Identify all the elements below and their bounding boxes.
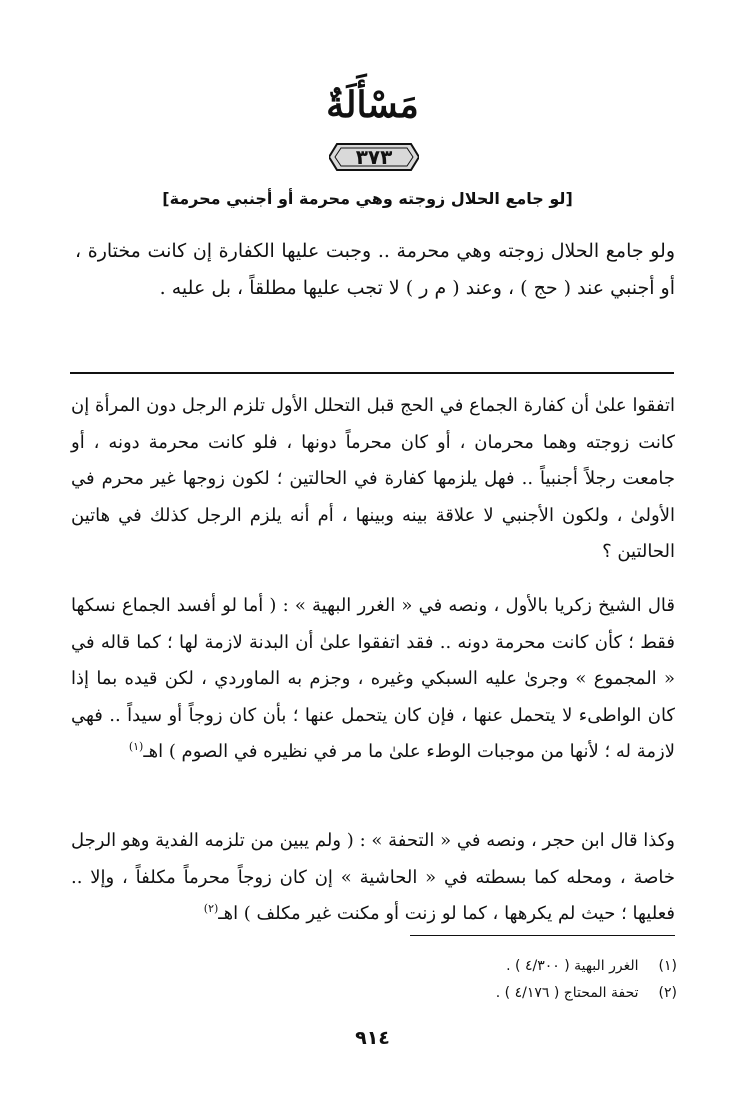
footnote-2-number: (٢): [658, 985, 677, 1001]
footnote-2: [77, 982, 677, 1004]
footnote-ref-2: (٢): [203, 902, 219, 915]
commentary-paragraph-2-text: قال الشيخ زكريا بالأول ، ونصه في « الغرر البهية » : ( أما لو أفسد الجماع نسكها فقط ؛ كأن كانت محرمة دونه .. فقد اتفقوا علىٰ أن البدنة لازمة لها ؛ كما قاله في « المجموع » وجرىٰ عليه السبكي وغيره ، وجزم به الماوردي ، لكن قيده بما إذا كان الواطىء لا يتحمل عنها ، فإن كان يتحمل عنها ؛ بأن كان زوجاً أو سيداً .. فهي لازمة له ؛ لأنها من موجبات الوطء علىٰ ما مر في نظيره في الصوم ) اهـ: [71, 595, 675, 762]
issue-heading-word: مَسْأَلَةٌ: [326, 84, 419, 126]
commentary-paragraph-3: [71, 823, 675, 933]
issue-number-plate: [329, 142, 419, 172]
section-divider: [70, 372, 674, 374]
footnote-ref-1: (١): [128, 740, 144, 753]
commentary-paragraph-2: [71, 588, 675, 771]
footnote-divider: [410, 935, 675, 936]
issue-title: [لو جامع الحلال زوجته وهي محرمة أو أجنبي محرمة]: [162, 189, 573, 208]
page-number: ٩١٤: [355, 1027, 390, 1049]
commentary-paragraph-1: اتفقوا علىٰ أن كفارة الجماع في الحج قبل التحلل الأول تلزم الرجل دون المرأة إن كانت زوجته وهما محرمان ، أو كان محرماً دونها ، فلو كانت محرمة دونه ، أو جامعت رجلاً أجنبياً .. فهل يلزمها كفارة في الحالتين ؛ لكون زوجها غير محرم في الأولىٰ ، ولكون الأجنبي لا علاقة بينه وبينها ، أم أنه يلزم الرجل كذلك في هاتين الحالتين ؟: [71, 395, 675, 562]
footnote-2-text: تحفة المحتاج ( ٤/١٧٦ ) .: [495, 985, 639, 1001]
footnote-1: [77, 955, 677, 977]
footnote-1-text: الغرر البهية ( ٤/٣٠٠ ) .: [506, 958, 639, 974]
issue-number: ٣٧٣: [355, 145, 393, 169]
commentary-paragraph-3-text: وكذا قال ابن حجر ، ونصه في « التحفة » : ( ولم يبين من تلزمه الفدية وهو الرجل خاصة ، ومحله كما بسطته في « الحاشية » إن كان زوجاً محرماً مكلفاً ، وإلا .. فعليها ؛ حيث لم يكرهها ، كما لو زنت أو مكنت غير مكلف ) اهـ: [71, 830, 675, 924]
main-text: ولو جامع الحلال زوجته وهي محرمة .. وجبت عليها الكفارة إن كانت مختارة ، أو أجنبي عند ( حج ) ، وعند ( م ر ) لا تجب عليها مطلقاً ، بل عليه .: [75, 240, 675, 299]
footnote-1-number: (١): [658, 958, 677, 974]
